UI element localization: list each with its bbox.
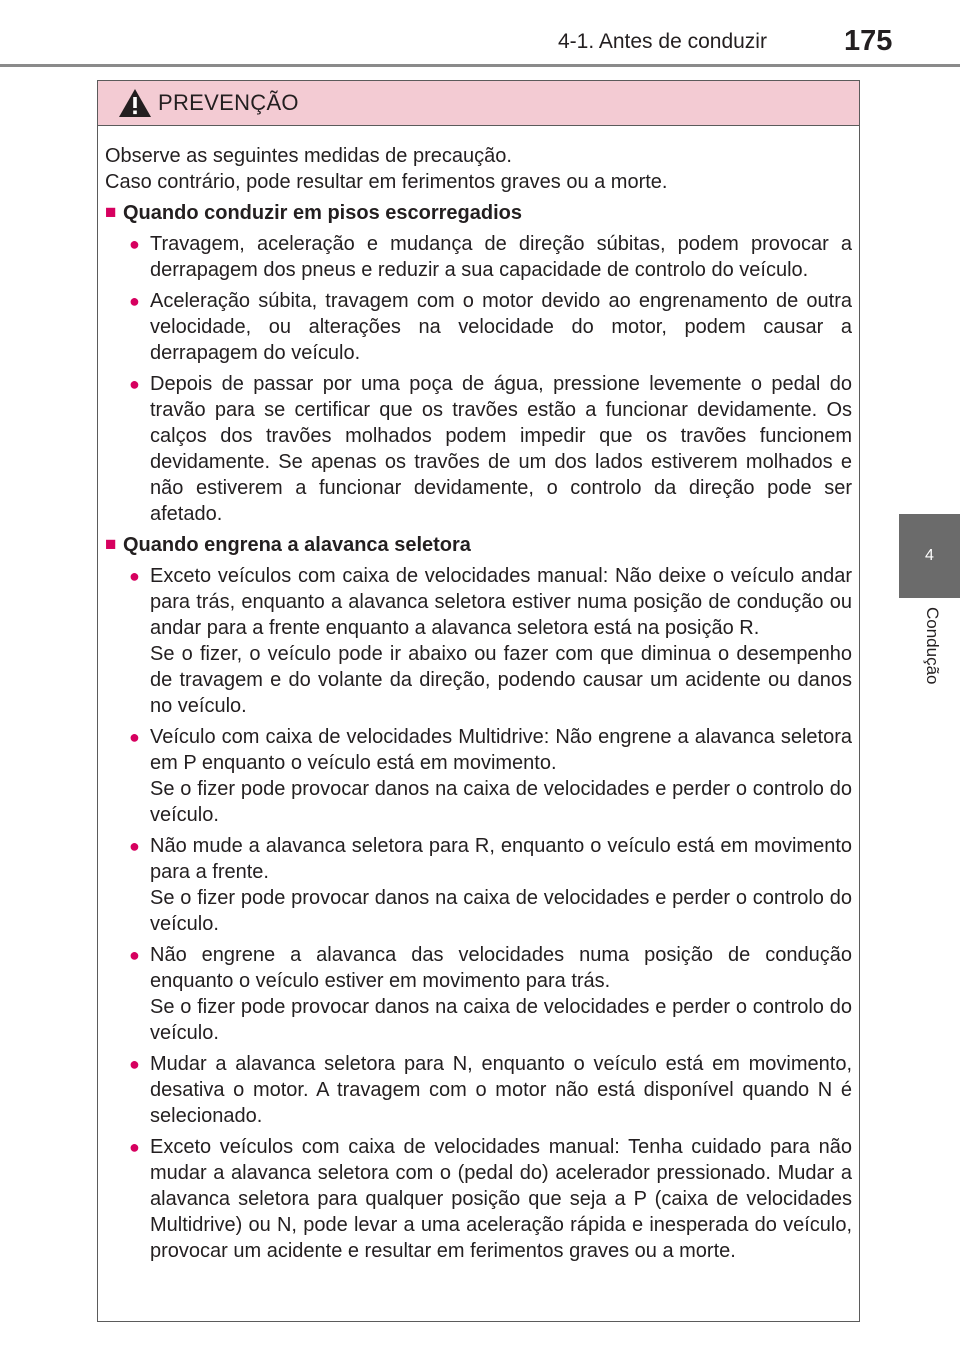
warning-title: PREVENÇÃO	[158, 90, 299, 115]
bullet-text: Se o fizer pode provocar danos na caixa de velocidades e perder o controlo do veículo.	[150, 778, 852, 826]
section-heading-text: Quando engrena a alavanca seletora	[123, 534, 471, 556]
bullet-text: Se o fizer pode provocar danos na caixa de velocidades e perder o controlo do veículo.	[150, 887, 852, 935]
bullet-dot-icon: ●	[129, 1137, 140, 1157]
page-number: 175	[844, 25, 893, 57]
intro-line: Observe as seguintes medidas de precaução.	[105, 145, 512, 167]
intro-line: Caso contrário, pode resultar em ferimentos graves ou a morte.	[105, 171, 668, 193]
bullet-dot-icon: ●	[129, 727, 140, 747]
bullet-item	[105, 833, 852, 937]
bullet-dot-icon: ●	[129, 566, 140, 586]
bullet-text: Mudar a alavanca seletora para N, enquanto o veículo está em movimento, desativa o motor. A travagem com o motor não está disponível quando N é selecionado.	[150, 1053, 852, 1127]
warning-body	[98, 126, 859, 1264]
bullet-dot-icon: ●	[129, 234, 140, 254]
bullet-dot-icon: ●	[129, 945, 140, 965]
square-bullet-icon: ■	[105, 202, 117, 223]
section-heading	[105, 200, 852, 226]
bullet-text: Se o fizer pode provocar danos na caixa de velocidades e perder o controlo do veículo.	[150, 996, 852, 1044]
chapter-tab: 4	[899, 514, 960, 598]
bullet-text: Não mude a alavanca seletora para R, enquanto o veículo está em movimento para a frente.	[150, 835, 852, 883]
bullet-text: Aceleração súbita, travagem com o motor devido ao engrenamento de outra velocidade, ou alterações na velocidade do motor, podem causar a derrapagem do veículo.	[150, 290, 852, 364]
bullet-item	[105, 231, 852, 283]
bullet-item	[105, 563, 852, 719]
bullet-item	[105, 942, 852, 1046]
warning-box	[97, 80, 860, 1322]
bullet-text: Veículo com caixa de velocidades Multidrive: Não engrene a alavanca seletora em P enquanto o veículo está em movimento.	[150, 726, 852, 774]
bullet-item	[105, 371, 852, 527]
warning-header	[98, 81, 859, 126]
bullet-item	[105, 288, 852, 366]
bullet-text: Travagem, aceleração e mudança de direção súbitas, podem provocar a derrapagem dos pneus e reduzir a sua capacidade de controlo do veículo.	[150, 233, 852, 281]
bullet-item	[105, 1134, 852, 1264]
bullet-dot-icon: ●	[129, 291, 140, 311]
header-rule	[0, 64, 960, 67]
bullet-item	[105, 1051, 852, 1129]
bullet-text: Não engrene a alavanca das velocidades numa posição de condução enquanto o veículo estiver em movimento para trás.	[150, 944, 852, 992]
square-bullet-icon: ■	[105, 534, 117, 555]
bullet-text: Depois de passar por uma poça de água, pressione levemente o pedal do travão para se certificar que os travões estão a funcionar devidamente. Os calços dos travões molhados podem impedir que os travões funcionem devidamente. Se apenas os travões de um dos lados estiverem molhados e não estiverem a funcionar devidamente, o controlo da direção pode ser afetado.	[150, 373, 852, 525]
bullet-dot-icon: ●	[129, 836, 140, 856]
bullet-item	[105, 724, 852, 828]
bullet-text: Exceto veículos com caixa de velocidades manual: Não deixe o veículo andar para trás, enquanto a alavanca seletora estiver numa posição de condução ou andar para a frente enquanto a alavanca seletora está na posição R.	[150, 565, 852, 639]
bullet-text: Exceto veículos com caixa de velocidades manual: Tenha cuidado para não mudar a alavanca seletora com o (pedal do) acelerador pressionado. Mudar a alavanca seletora para qualquer posição que seja a P (caixa de velocidades Multidrive) ou N, pode levar a uma aceleração rápida e inesperada do veículo, provocar um acidente e resultar em ferimentos graves ou a morte.	[150, 1136, 852, 1262]
bullet-text: Se o fizer, o veículo pode ir abaixo ou fazer com que diminua o desempenho de travagem e do volante da direção, podendo causar um acidente ou danos no veículo.	[150, 643, 852, 717]
header-section-title: 4-1. Antes de conduzir	[558, 30, 767, 53]
bullet-dot-icon: ●	[129, 1054, 140, 1074]
warning-triangle-icon	[118, 88, 152, 118]
section-heading-text: Quando conduzir em pisos escorregadios	[123, 202, 522, 224]
section-heading	[105, 532, 852, 558]
bullet-dot-icon: ●	[129, 374, 140, 394]
chapter-tab-label: Condução	[923, 607, 942, 685]
